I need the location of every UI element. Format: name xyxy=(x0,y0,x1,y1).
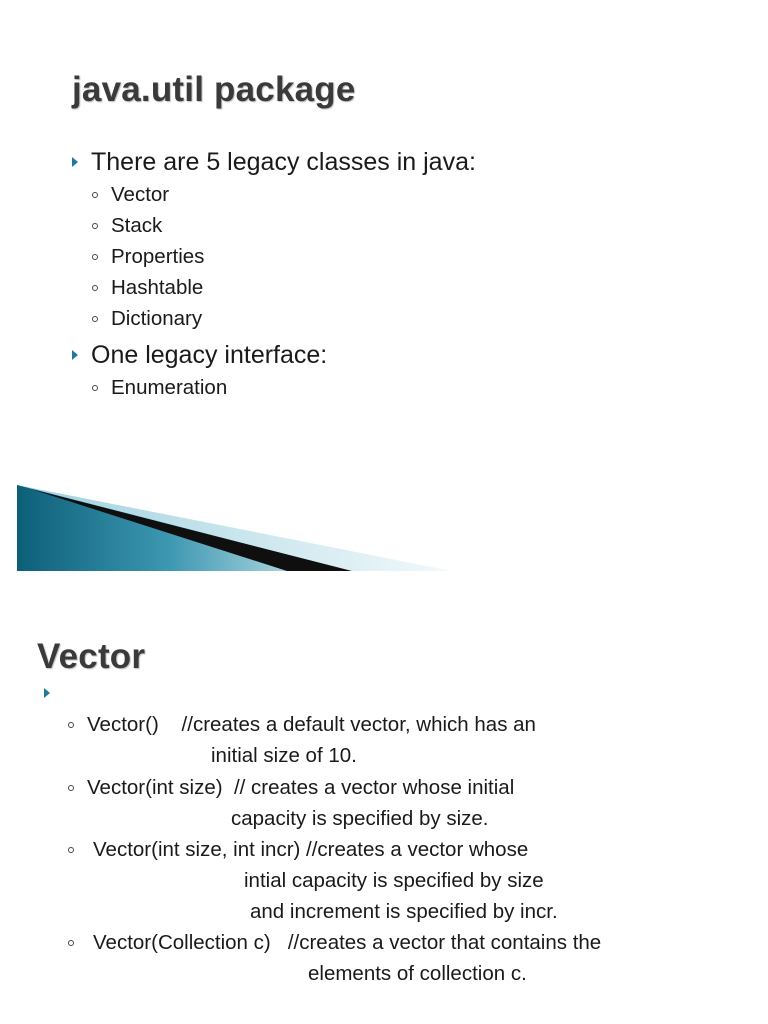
sub-bullet-circle-icon xyxy=(68,785,74,791)
list-item-properties: Properties xyxy=(111,245,205,268)
sub-bullet-circle-icon xyxy=(92,254,98,260)
vector-size-constructor: Vector(int size) // creates a vector whose initial xyxy=(87,776,515,799)
vector-collection-constructor-cont: elements of collection c. xyxy=(308,962,527,985)
vector-default-constructor-cont: initial size of 10. xyxy=(211,744,357,767)
sub-bullet-circle-icon xyxy=(92,223,98,229)
list-item-hashtable: Hashtable xyxy=(111,276,204,299)
vector-default-constructor: Vector() //creates a default vector, which has an xyxy=(87,713,536,736)
vector-size-constructor-cont: capacity is specified by size. xyxy=(231,807,489,830)
sub-bullet-circle-icon xyxy=(92,192,98,198)
sub-bullet-circle-icon xyxy=(92,316,98,322)
vector-collection-constructor: Vector(Collection c) //creates a vector that contains the xyxy=(93,931,602,954)
sub-bullet-circle-icon xyxy=(68,722,74,728)
sub-bullet-circle-icon xyxy=(68,940,74,946)
sub-bullet-circle-icon xyxy=(68,847,74,853)
sub-bullet-circle-icon xyxy=(92,285,98,291)
bullet-legacy-interface: One legacy interface: xyxy=(91,341,328,369)
vector-size-incr-constructor: Vector(int size, int incr) //creates a vector whose xyxy=(93,838,529,861)
vector-size-incr-constructor-cont1: intial capacity is specified by size xyxy=(244,869,544,892)
list-item-stack: Stack xyxy=(111,214,163,237)
list-item-dictionary: Dictionary xyxy=(111,307,203,330)
slide-title-vector: Vector xyxy=(37,637,146,676)
bullet-legacy-classes: There are 5 legacy classes in java: xyxy=(91,148,476,176)
vector-size-incr-constructor-cont2: and increment is specified by incr. xyxy=(250,900,558,923)
sub-bullet-circle-icon xyxy=(92,385,98,391)
list-item-enumeration: Enumeration xyxy=(111,376,228,399)
slide-title-java-util: java.util package xyxy=(72,70,356,109)
bullet-arrow-icon xyxy=(72,350,78,360)
bullet-arrow-icon xyxy=(44,688,50,698)
list-item-vector: Vector xyxy=(111,183,170,206)
bullet-arrow-icon xyxy=(72,157,78,167)
slide-divider-graphic xyxy=(17,484,457,574)
